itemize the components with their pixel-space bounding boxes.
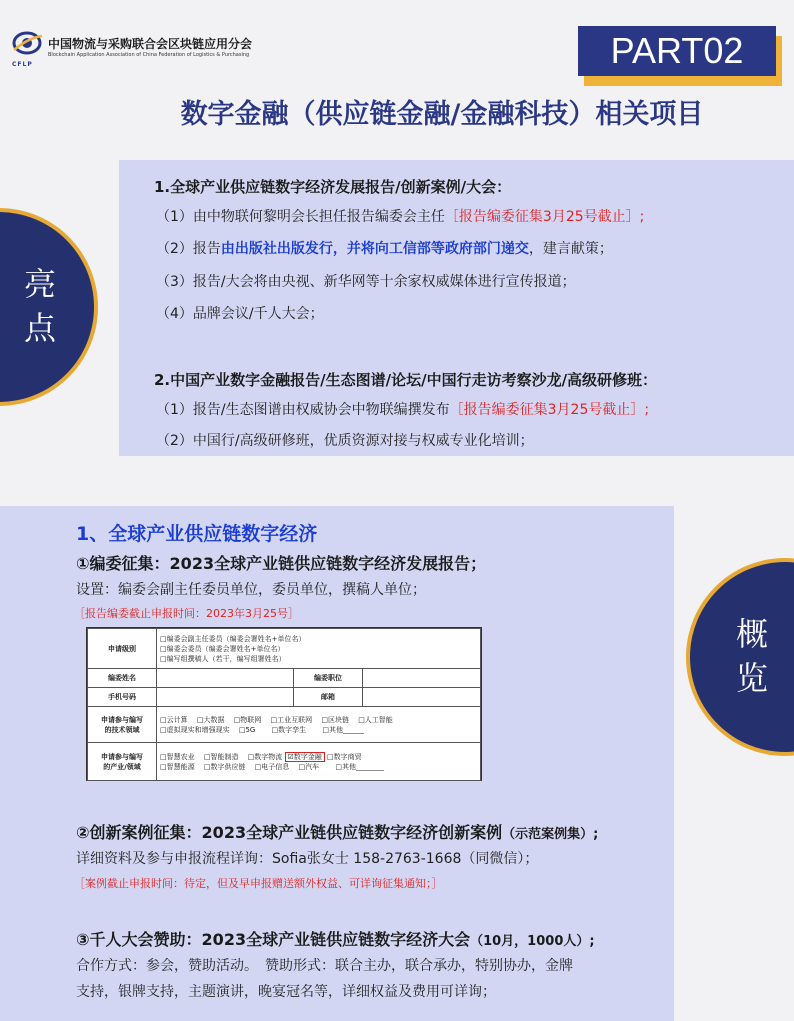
highlights-section-2-title: 2.中国产业数字金融报告/生态图谱/论坛/中国行走访考察沙龙/高级研修班：	[154, 371, 658, 389]
sub3-line-1: 合作方式：参会，赞助活动。 赞助形式：联合主办，联合承办，特别协办，金牌	[76, 958, 573, 974]
form-email-label: 邮箱	[294, 688, 363, 707]
part-badge: PART02	[578, 26, 776, 76]
highlights-s1-item-4: （4）品牌会议/千人大会；	[156, 306, 324, 322]
sub3-line-2: 支持，银牌支持，主题演讲，晚宴冠名等，详细权益及费用可详询；	[76, 984, 496, 1000]
cflp-logo-icon	[10, 30, 46, 60]
sub1-title: ①编委征集：2023全球产业链供应链数字经济发展报告；	[76, 554, 487, 573]
form-tech-options: □虚拟现实和增强现实 □5G □数字孪生 □其他______	[160, 725, 365, 734]
form-industry-options: □智慧农业 □智能制造 □数字物流 ☑数字金融 □数字商贸	[160, 752, 362, 761]
overview-section-title: 1、全球产业供应链数字经济	[76, 523, 318, 545]
form-name-label: 编委姓名	[88, 669, 157, 688]
org-name-en: Blockchain Application Association of China Federation of Logistics & Purchasing	[48, 52, 250, 58]
highlights-s2-item-1: （1）报告/生态图谱由权威协会中物联编撰发布［报告编委征集3月25号截止］;	[156, 402, 650, 418]
form-position-label: 编委职位	[294, 669, 363, 688]
form-phone-label: 手机号码	[88, 688, 157, 707]
sub1-deadline-note: ［报告编委截止申报时间：2023年3月25号］	[74, 607, 299, 620]
sub2-deadline-note: ［案例截止申报时间：待定，但及早申报赠送额外权益、可详询征集通知；］	[74, 877, 443, 890]
highlights-s1-item-3: （3）报告/大会将由央视、新华网等十余家权威媒体进行宣传报道；	[156, 274, 576, 290]
highlights-s2-item-2: （2）中国行/高级研修班，优质资源对接与权威专业化培训；	[156, 433, 534, 449]
application-form	[86, 627, 482, 781]
form-tech-label: 申请参与编写 的技术领域	[88, 707, 157, 743]
overview-circle-label: 概 览	[735, 615, 768, 697]
highlights-s1-item-2: （2）报告由出版社出版发行，并将向工信部等政府部门递交，建言献策；	[156, 241, 613, 257]
form-industry-label: 申请参与编写 的产业/领域	[88, 743, 157, 781]
form-level-option: □编委会副主任委员（编委会署姓名+单位名）	[160, 634, 306, 643]
digital-finance-selected: ☑数字金融	[285, 752, 325, 762]
form-industry-options: □智慧能源 □数字供应链 □电子信息 □汽车 □其他________	[160, 762, 384, 771]
form-level-label: 申请级别	[88, 629, 157, 669]
highlights-s1-item-1: （1）由中物联何黎明会长担任报告编委会主任［报告编委征集3月25号截止］;	[156, 209, 645, 225]
form-level-option: □编委会委员（编委会署姓名+单位名）	[160, 644, 285, 653]
sub3-title: ③千人大会赞助：2023全球产业链供应链数字经济大会（10月，1000人）;	[76, 930, 595, 949]
sub2-text: 详细资料及参与申报流程详询：Sofia张女士 158-2763-1668（同微信）；	[76, 851, 539, 867]
sub1-text: 设置：编委会副主任委员单位，委员单位，撰稿人单位；	[76, 582, 426, 598]
sub2-title: ②创新案例征集：2023全球产业链供应链数字经济创新案例（示范案例集）;	[76, 823, 599, 842]
org-name-cn: 中国物流与采购联合会区块链应用分会	[48, 37, 253, 51]
form-tech-options: □云计算 □大数据 □物联网 □工业互联网 □区块链 □人工智能	[160, 715, 393, 724]
page-title: 数字金融（供应链金融/金融科技）相关项目	[180, 99, 704, 130]
highlights-circle-label: 亮 点	[23, 265, 56, 347]
form-level-option: □编写组撰稿人（若干，编写组署姓名）	[160, 654, 286, 663]
cflp-label: CFLP	[12, 61, 33, 68]
highlights-section-1-title: 1.全球产业供应链数字经济发展报告/创新案例/大会：	[154, 178, 512, 196]
